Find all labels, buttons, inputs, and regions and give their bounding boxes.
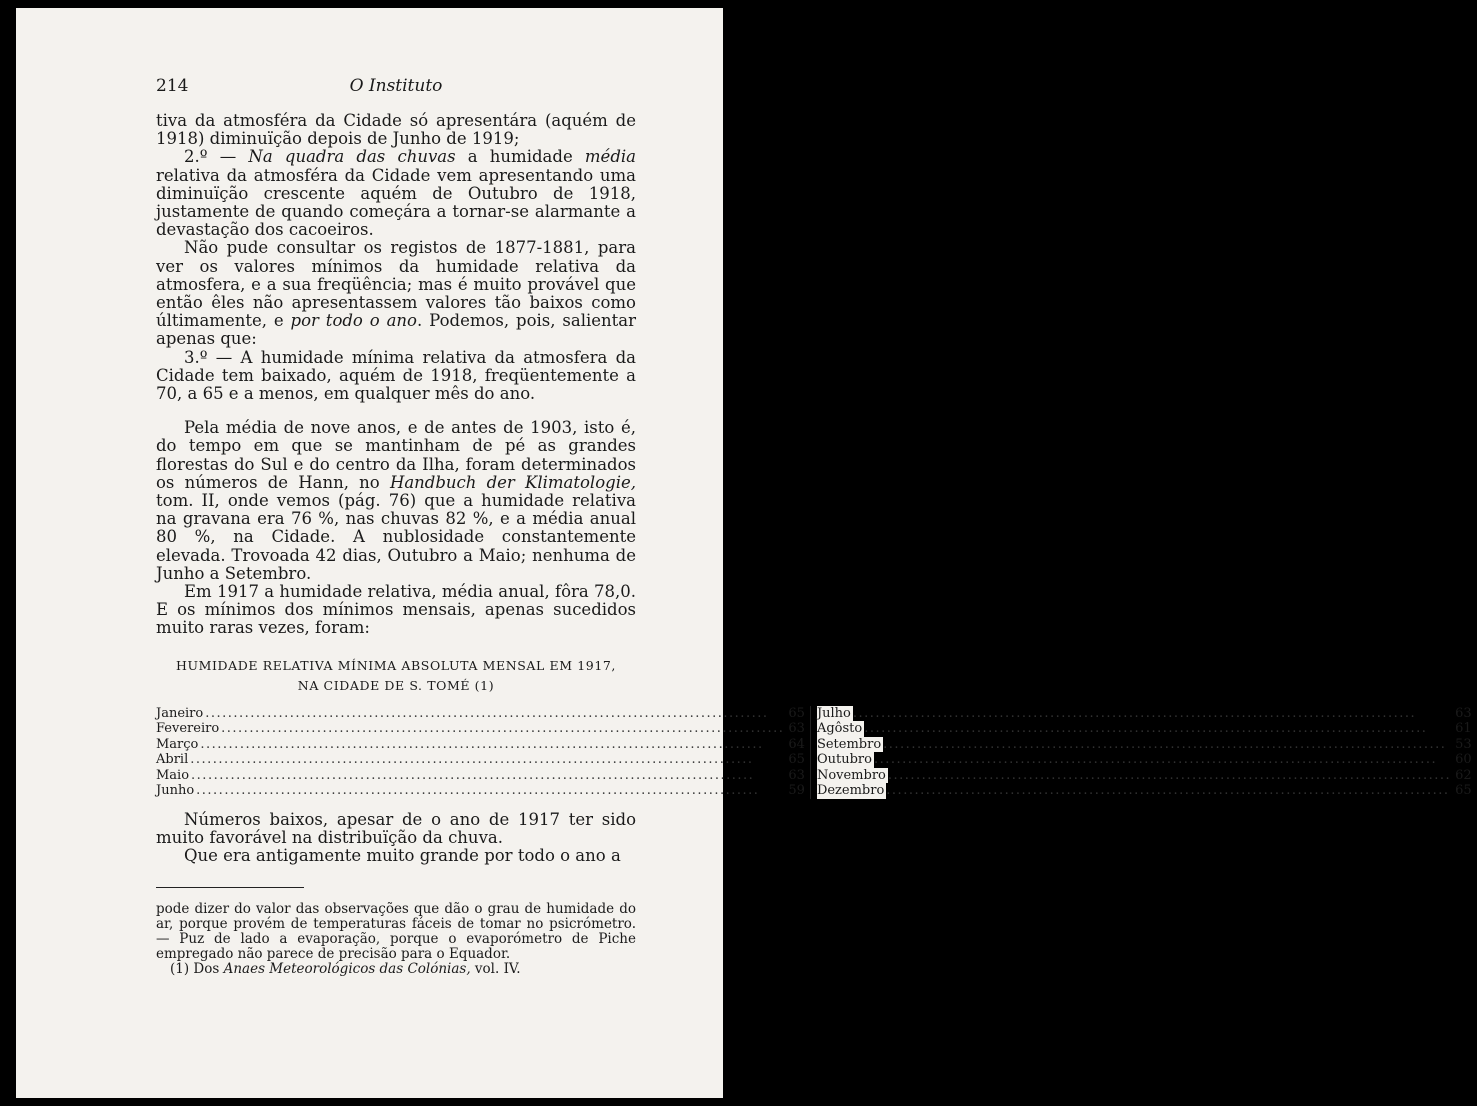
humidity-value: 60 bbox=[1455, 752, 1472, 768]
table-row bbox=[156, 737, 1477, 753]
month-name: Outubro bbox=[816, 752, 872, 768]
running-title: O Instituto bbox=[349, 76, 443, 96]
paragraph-numeros-baixos: Números baixos, apesar de o ano de 1917 ter sido muito favorável na distribuïção da chuva. bbox=[156, 809, 636, 847]
paragraph-continuation: tiva da atmosféra da Cidade só apresentára (aquém de 1918) diminuïção depois de Junho de 1919; bbox=[156, 111, 636, 149]
month-name: Novembro bbox=[816, 767, 886, 783]
humidity-value: 65 bbox=[1455, 783, 1472, 799]
month-name: Fevereiro bbox=[156, 721, 220, 737]
paragraph-point-3: 3.º — A humidade mínima relativa da atmosfera da Cidade tem baixado, aquém de 1918, freqüentemente a 70, a 65 e a menos, em qualquer mês do ano. bbox=[156, 347, 636, 404]
humidity-value: 63 bbox=[788, 767, 805, 783]
table-caption: HUMIDADE RELATIVA MÍNIMA ABSOLUTA MENSAL EM 1917, NA CIDADE DE S. TOMÉ (1) bbox=[175, 657, 617, 693]
humidity-value: 65 bbox=[788, 752, 805, 768]
paragraph-point-2: 2.º — Na quadra das chuvas a humidade média relativa da atmosféra da Cidade vem apresentando uma diminuïção crescente aquém de Outubro de 1918, justamente de quando começára a tornar-se alarmante a devastação dos cacoeiros. bbox=[156, 147, 636, 240]
page-header bbox=[156, 76, 636, 100]
page-number: 214 bbox=[156, 76, 189, 96]
month-name: Julho bbox=[816, 705, 851, 721]
paragraph-hann: Pela média de nove anos, e de antes de 1903, isto é, do tempo em que se mantinham de pé as grandes florestas do Sul e do centro da Ilha, foram determinados os números de Hann, no Handbuch der Klimatologie, tom. II, onde vemos (pág. 76) que a humidade relativa na gravana era 76 %, nas chuvas 82 %, e a média anual 80 %, na Cidade. A nublosidade constantemente elevada. Trovoada 42 dias, Outubro a Maio; nenhuma de Junho a Setembro. bbox=[156, 418, 636, 583]
month-name: Janeiro bbox=[156, 705, 204, 721]
scanned-page bbox=[16, 8, 1472, 1098]
month-name: Agôsto bbox=[816, 721, 863, 737]
humidity-value: 62 bbox=[1455, 767, 1472, 783]
table-row bbox=[156, 752, 1477, 768]
footnotes bbox=[156, 902, 636, 977]
paragraph-registos: Não pude consultar os registos de 1877-1881, para ver os valores mínimos da humidade relativa da atmosfera, e a sua freqüência; mas é muito provável que então êles não apresentassem valores tão baixos como últimamente, e por todo o ano. Podemos, pois, salientar apenas que: bbox=[156, 238, 637, 349]
humidity-value: 64 bbox=[788, 736, 805, 752]
month-name: Setembro bbox=[816, 736, 882, 752]
footnote-rule bbox=[156, 887, 304, 888]
month-name: Abril bbox=[156, 752, 189, 768]
table-row bbox=[156, 783, 1477, 799]
body-text bbox=[156, 111, 1472, 978]
footnote-continuation: pode dizer do valor das observações que dão o grau de humidade do ar, porque provém de temperaturas fáceis de tomar no psicrómetro. — Puz de lado a evaporação, porque o evaporómetro de Piche empregado não parece de precisão para o Equador. bbox=[156, 901, 636, 963]
table-row bbox=[156, 721, 1477, 737]
humidity-value: 63 bbox=[1455, 705, 1472, 721]
humidity-table bbox=[156, 706, 1477, 799]
humidity-value: 63 bbox=[788, 721, 805, 737]
humidity-value: 61 bbox=[1455, 721, 1472, 737]
month-name: Junho bbox=[156, 783, 195, 799]
paragraph-antigamente: Que era antigamente muito grande por todo o ano a bbox=[184, 846, 621, 866]
humidity-value: 59 bbox=[788, 783, 805, 799]
month-name: Maio bbox=[156, 767, 190, 783]
table-row bbox=[156, 706, 1477, 722]
paragraph-1917: Em 1917 a humidade relativa, média anual, fôra 78,0. E os mínimos dos mínimos mensais, apenas sucedidos muito raras vezes, foram: bbox=[156, 582, 636, 638]
humidity-value: 53 bbox=[1455, 736, 1472, 752]
month-name: Dezembro bbox=[816, 783, 885, 799]
footnote-1: (1) Dos Anaes Meteorológicos das Colónias, vol. IV. bbox=[170, 961, 521, 978]
humidity-value: 65 bbox=[788, 705, 805, 721]
month-name: Março bbox=[156, 736, 199, 752]
table-row bbox=[156, 768, 1477, 784]
